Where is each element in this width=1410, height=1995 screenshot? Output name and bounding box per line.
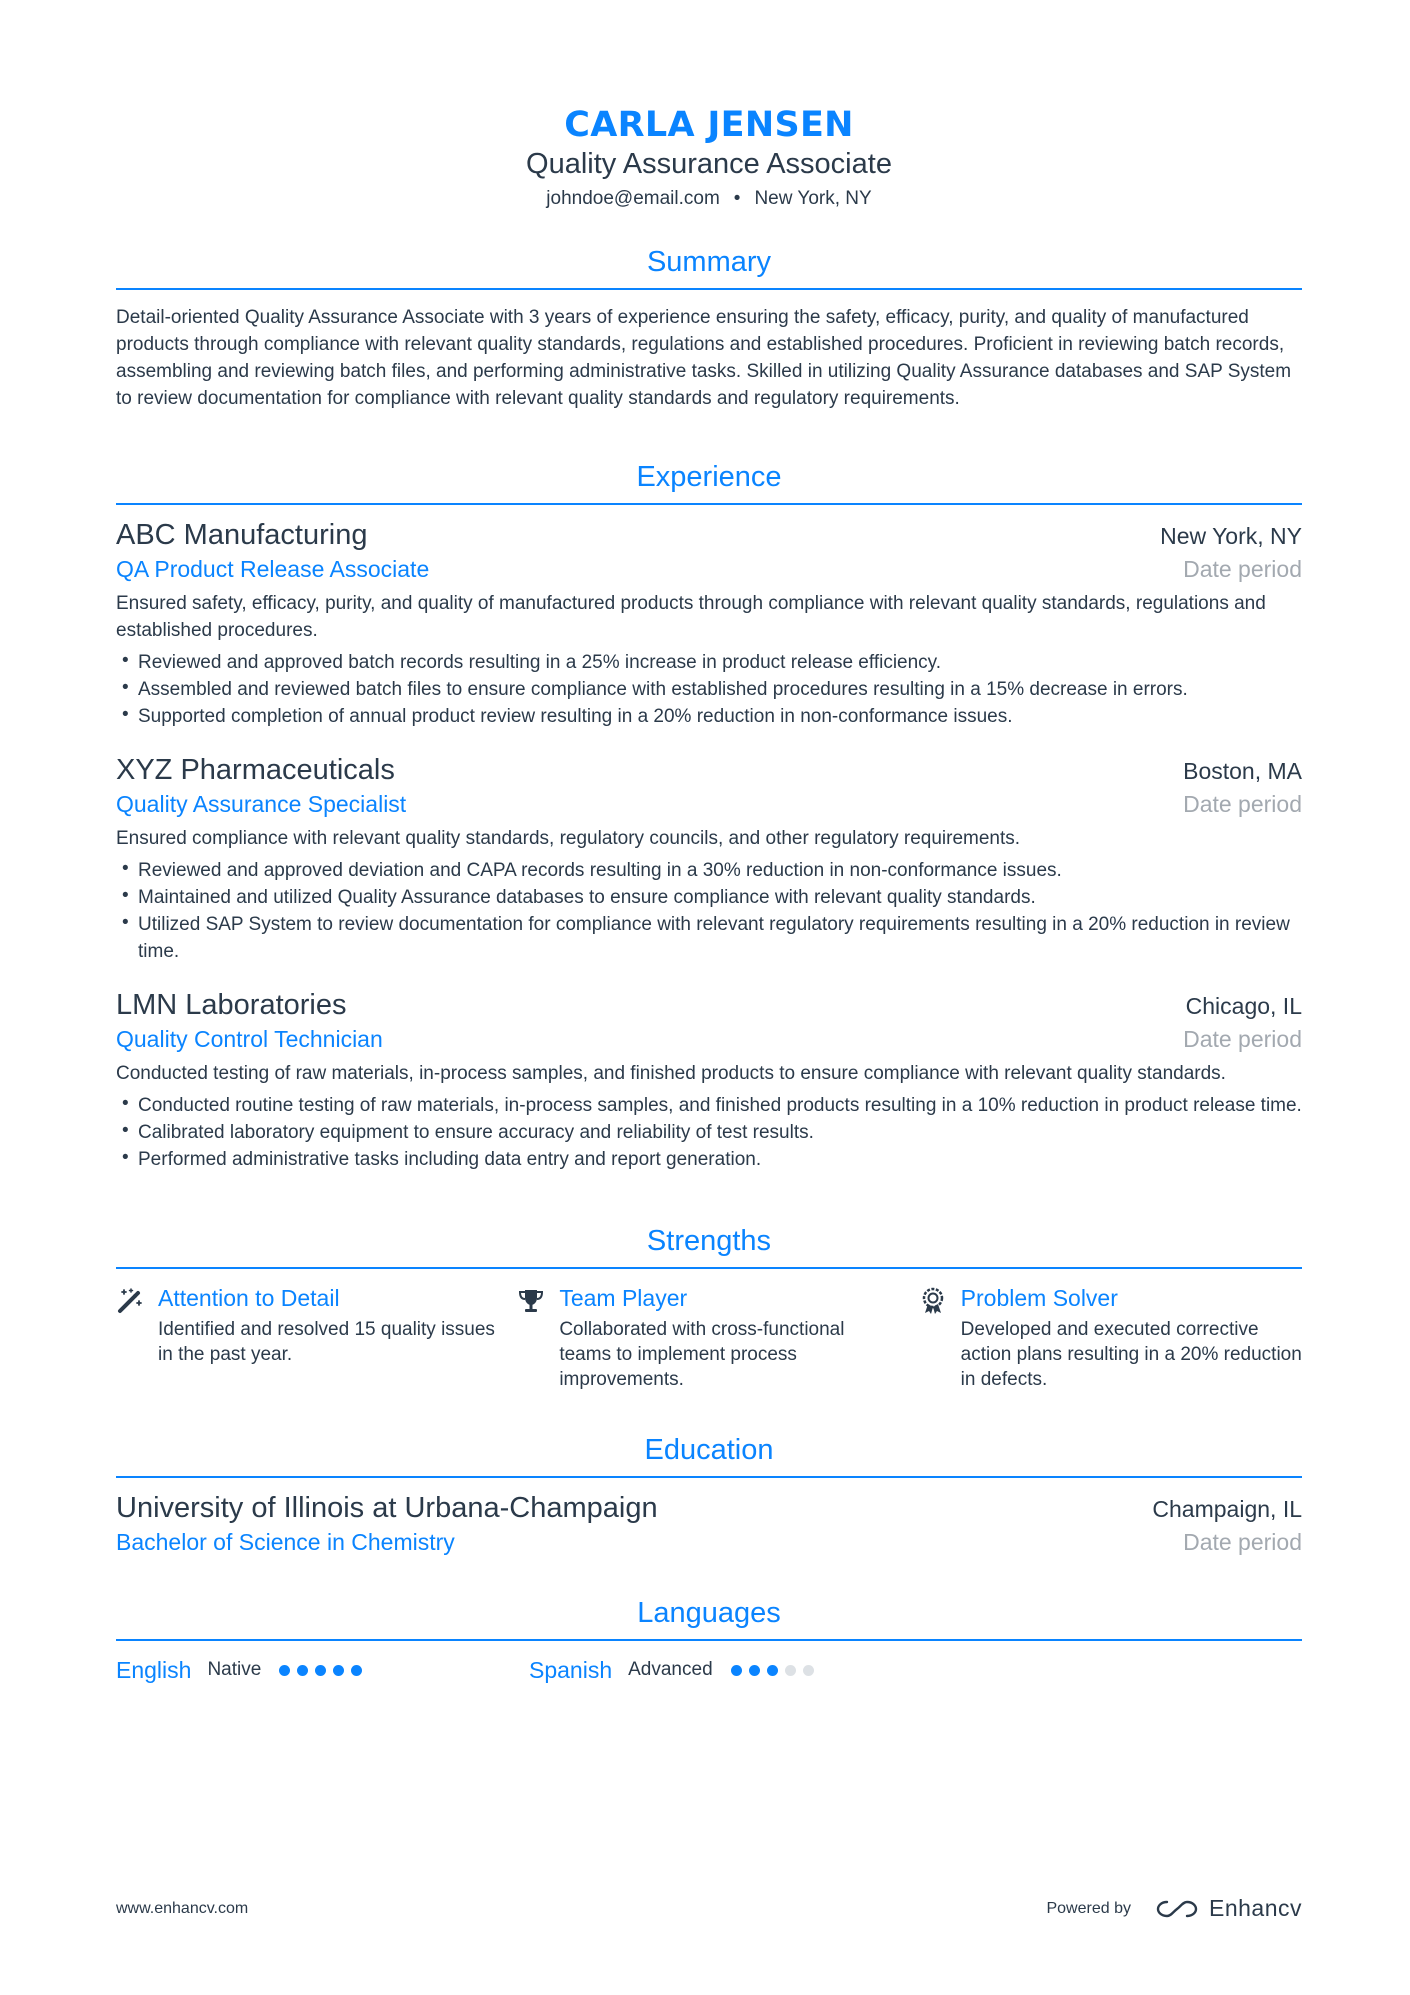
- strength-title: Team Player: [559, 1285, 688, 1311]
- language-rating: [279, 1665, 369, 1676]
- home-location: New York, NY: [754, 188, 872, 209]
- job-description: Ensured safety, efficacy, purity, and quality of manufactured products through compliance with relevant quality standards, regulations and established procedures.: [116, 593, 1266, 641]
- trophy-icon: [517, 1283, 559, 1392]
- company-name: LMN Laboratories: [116, 989, 347, 1021]
- resume-header: [116, 0, 1302, 212]
- contact-line: [116, 186, 1302, 212]
- powered-by: [1046, 1895, 1302, 1922]
- rating-dot-filled: [315, 1665, 326, 1676]
- job-entry: [116, 987, 1302, 1173]
- candidate-title: Quality Assurance Associate: [526, 148, 892, 180]
- rating-dot-empty: [803, 1665, 814, 1676]
- enhancv-logo-icon: [1155, 1898, 1199, 1920]
- section-title-languages: Languages: [637, 1597, 781, 1629]
- brand-name: Enhancv: [1208, 1895, 1302, 1921]
- bullet-item: • Assembled and reviewed batch files to ensure compliance with established procedures resulting in a 15% decrease in errors.: [116, 676, 1302, 703]
- language-item: [529, 1655, 942, 1685]
- enhancv-logo[interactable]: [1155, 1895, 1302, 1922]
- resume-page: [116, 0, 1302, 1685]
- bullet-item: • Conducted routine testing of raw materials, in-process samples, and finished products resulting in a 10% reduction in product release time.: [116, 1092, 1302, 1119]
- section-divider: [116, 1476, 1302, 1478]
- rating-dot-empty: [785, 1665, 796, 1676]
- job-entry: [116, 517, 1302, 730]
- education-date: Date period: [1183, 1529, 1302, 1555]
- strengths-section: [116, 1223, 1302, 1392]
- job-bullets: [116, 857, 1302, 965]
- strength-description: Collaborated with cross-functional teams to implement process improvements.: [559, 1319, 845, 1390]
- company-name: ABC Manufacturing: [116, 519, 368, 551]
- experience-section: [116, 459, 1302, 1173]
- education-section: [116, 1432, 1302, 1557]
- language-rating: [731, 1665, 821, 1676]
- strength-item: [517, 1283, 900, 1392]
- strength-title: Attention to Detail: [158, 1285, 340, 1311]
- job-date: Date period: [1183, 556, 1302, 582]
- language-name: English: [116, 1657, 192, 1683]
- section-title-summary: Summary: [646, 246, 772, 278]
- rating-dot-filled: [351, 1665, 362, 1676]
- section-divider: [116, 503, 1302, 505]
- job-bullets: [116, 1092, 1302, 1173]
- job-entry: [116, 752, 1302, 965]
- award-badge-icon: [919, 1283, 961, 1392]
- language-level: Advanced: [628, 1659, 713, 1680]
- rating-dot-filled: [279, 1665, 290, 1676]
- strength-title: Problem Solver: [960, 1285, 1118, 1311]
- page-footer: [116, 1895, 1302, 1922]
- strength-description: Developed and executed corrective action plans resulting in a 20% reduction in defects.: [960, 1319, 1302, 1390]
- job-description: Conducted testing of raw materials, in-process samples, and finished products to ensure compliance with relevant quality standards.: [116, 1063, 1226, 1084]
- job-date: Date period: [1183, 791, 1302, 817]
- rating-dot-filled: [767, 1665, 778, 1676]
- bullet-item: • Maintained and utilized Quality Assurance databases to ensure compliance with relevant quality standards.: [116, 884, 1302, 911]
- bullet-item: • Supported completion of annual product review resulting in a 20% reduction in non-conformance issues.: [116, 703, 1302, 730]
- rating-dot-filled: [731, 1665, 742, 1676]
- summary-text: Detail-oriented Quality Assurance Associate with 3 years of experience ensuring the safety, efficacy, purity, and quality of manufactured products through compliance with relevant quality standards, regulations and established procedures. Proficient in reviewing batch records, assembling and reviewing batch files, and performing administrative tasks. Skilled in utilizing Quality Assurance databases and SAP System to review documentation for compliance with relevant quality standards and regulatory requirements.: [116, 307, 1292, 409]
- email[interactable]: johndoe@email.com: [546, 188, 720, 209]
- school-location: Champaign, IL: [1152, 1496, 1302, 1522]
- rating-dot-filled: [749, 1665, 760, 1676]
- job-location: Chicago, IL: [1185, 993, 1302, 1019]
- education-entry: [116, 1490, 1302, 1557]
- strength-item: [116, 1283, 499, 1392]
- language-name: Spanish: [529, 1657, 613, 1683]
- job-location: Boston, MA: [1183, 758, 1302, 784]
- section-divider: [116, 1639, 1302, 1641]
- languages-section: [116, 1595, 1302, 1685]
- school-name: University of Illinois at Urbana-Champaign: [116, 1492, 658, 1524]
- magic-wand-icon: [116, 1283, 158, 1392]
- language-item: [116, 1655, 529, 1685]
- bullet-item: • Reviewed and approved deviation and CAPA records resulting in a 30% reduction in non-conformance issues.: [116, 857, 1302, 884]
- bullet-item: • Calibrated laboratory equipment to ensure accuracy and reliability of test results.: [116, 1119, 1302, 1146]
- section-title-strengths: Strengths: [646, 1225, 772, 1257]
- job-position: Quality Control Technician: [116, 1026, 383, 1052]
- section-divider: [116, 1267, 1302, 1269]
- degree: Bachelor of Science in Chemistry: [116, 1529, 455, 1555]
- job-bullets: [116, 649, 1302, 730]
- section-title-education: Education: [644, 1434, 774, 1466]
- rating-dot-filled: [297, 1665, 308, 1676]
- section-title-experience: Experience: [636, 461, 782, 493]
- job-date: Date period: [1183, 1026, 1302, 1052]
- language-level: Native: [207, 1659, 262, 1680]
- job-position: QA Product Release Associate: [116, 556, 430, 582]
- bullet-item: • Utilized SAP System to review documentation for compliance with relevant regulatory requirements resulting in a 20% reduction in review time.: [116, 911, 1302, 965]
- rating-dot-filled: [333, 1665, 344, 1676]
- job-description: Ensured compliance with relevant quality standards, regulatory councils, and other regulatory requirements.: [116, 828, 1021, 849]
- powered-by-label: Powered by: [1046, 1899, 1131, 1917]
- job-position: Quality Assurance Specialist: [116, 791, 407, 817]
- bullet-item: • Performed administrative tasks including data entry and report generation.: [116, 1146, 1302, 1173]
- contact-separator: •: [733, 188, 741, 209]
- strength-description: Identified and resolved 15 quality issues in the past year.: [158, 1319, 495, 1365]
- summary-section: [116, 244, 1302, 412]
- bullet-item: • Reviewed and approved batch records resulting in a 25% increase in product release efficiency.: [116, 649, 1302, 676]
- strength-item: [919, 1283, 1302, 1392]
- company-name: XYZ Pharmaceuticals: [116, 754, 395, 786]
- footer-url[interactable]: www.enhancv.com: [116, 1899, 249, 1917]
- candidate-name: CARLA JENSEN: [564, 105, 854, 145]
- section-divider: [116, 288, 1302, 290]
- job-location: New York, NY: [1160, 523, 1302, 549]
